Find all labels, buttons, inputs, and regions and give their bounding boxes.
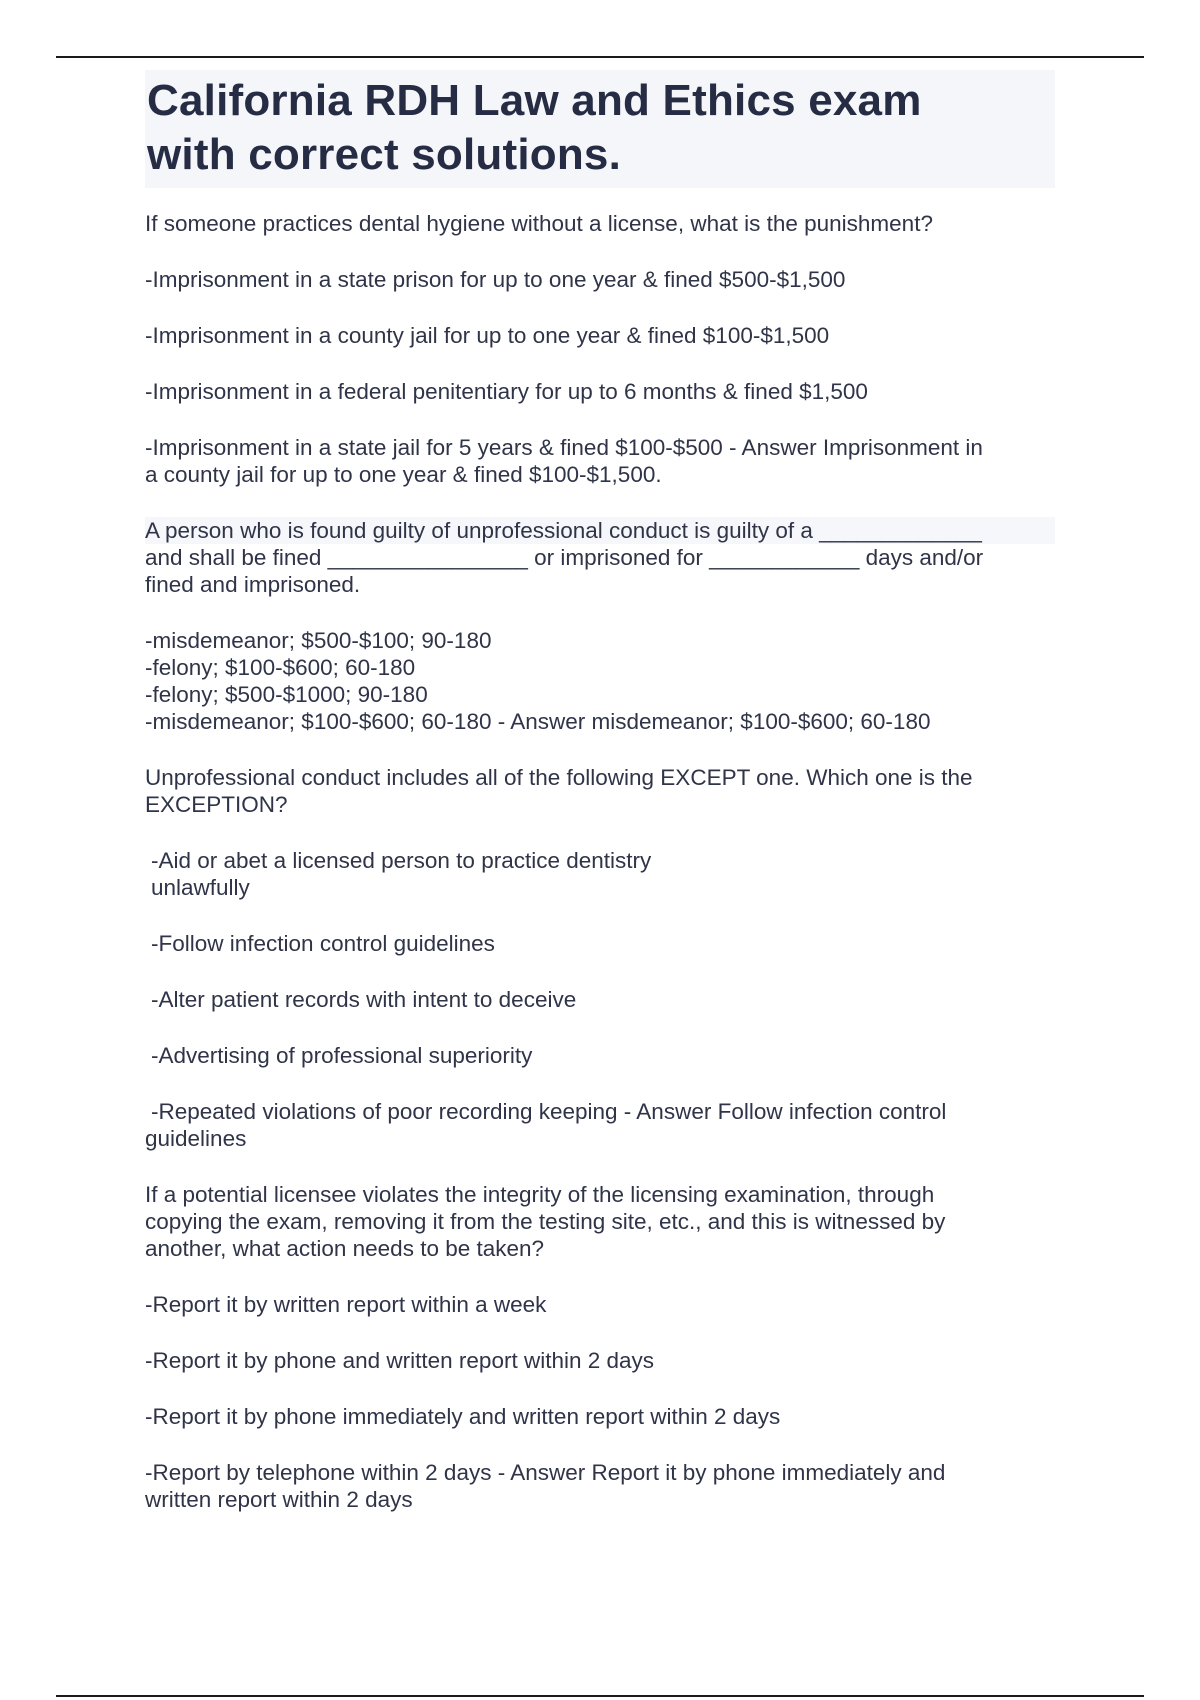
q4-option-4-answer (145, 1459, 1055, 1513)
q2-option-2: -felony; $100-$600; 60-180 (145, 655, 416, 680)
q3-option-4: -Advertising of professional superiority (151, 1043, 533, 1068)
title-line-1: California RDH Law and Ethics exam (147, 76, 922, 125)
document-title (145, 70, 1055, 188)
q1-option-4-answer (145, 434, 1055, 488)
q4-question (145, 1181, 1055, 1262)
q4-option-3: -Report it by phone immediately and written report within 2 days (145, 1404, 781, 1429)
q3-line-2: EXCEPTION? (145, 792, 288, 817)
q3-option-1-line-1: -Aid or abet a licensed person to practice dentistry (151, 848, 652, 873)
q3-option-1-line-2: unlawfully (151, 875, 250, 900)
document-body (145, 70, 1055, 1542)
q1-question: If someone practices dental hygiene without a license, what is the punishment? (145, 211, 933, 236)
q2-option-3: -felony; $500-$1000; 90-180 (145, 682, 428, 707)
bottom-rule (56, 1695, 1144, 1697)
q4-option-4-line-2: written report within 2 days (145, 1487, 413, 1512)
q3-line-1: Unprofessional conduct includes all of the following EXCEPT one. Which one is the (145, 765, 973, 790)
q4-line-3: another, what action needs to be taken? (145, 1236, 545, 1261)
q3-option-5-line-2: guidelines (145, 1126, 247, 1151)
q2-line-3: fined and imprisoned. (145, 572, 361, 597)
q4-line-2: copying the exam, removing it from the testing site, etc., and this is witnessed by (145, 1209, 946, 1234)
q2-question (145, 517, 1055, 598)
q2-options (145, 627, 1055, 735)
q1-option-1: -Imprisonment in a state prison for up to one year & fined $500-$1,500 (145, 267, 846, 292)
q2-option-1: -misdemeanor; $500-$100; 90-180 (145, 628, 492, 653)
q1-option-3: -Imprisonment in a federal penitentiary for up to 6 months & fined $1,500 (145, 379, 868, 404)
title-line-2: with correct solutions. (147, 130, 621, 179)
q1-option-2: -Imprisonment in a county jail for up to one year & fined $100-$1,500 (145, 323, 830, 348)
q1-option-4-line-2: a county jail for up to one year & fined $100-$1,500. (145, 462, 662, 487)
q3-option-3: -Alter patient records with intent to deceive (151, 987, 577, 1012)
q4-option-2: -Report it by phone and written report within 2 days (145, 1348, 655, 1373)
q3-option-2: -Follow infection control guidelines (151, 931, 495, 956)
q1-option-4-line-1: -Imprisonment in a state jail for 5 years & fined $100-$500 - Answer Imprisonment in (145, 435, 983, 460)
q3-question (145, 764, 1055, 818)
q2-option-4-answer: -misdemeanor; $100-$600; 60-180 - Answer misdemeanor; $100-$600; 60-180 (145, 709, 931, 734)
top-rule (56, 56, 1144, 58)
q3-option-5-answer (145, 1098, 1055, 1152)
q3-option-5-line-1: -Repeated violations of poor recording keeping - Answer Follow infection control (151, 1099, 947, 1124)
q4-line-1: If a potential licensee violates the integrity of the licensing examination, through (145, 1182, 935, 1207)
q2-line-1: A person who is found guilty of unprofessional conduct is guilty of a _____________ (145, 517, 1055, 544)
q2-line-2: and shall be fined ________________ or imprisoned for ____________ days and/or (145, 545, 984, 570)
q4-option-4-line-1: -Report by telephone within 2 days - Answer Report it by phone immediately and (145, 1460, 946, 1485)
q4-option-1: -Report it by written report within a week (145, 1292, 547, 1317)
q3-option-1 (145, 847, 1055, 901)
